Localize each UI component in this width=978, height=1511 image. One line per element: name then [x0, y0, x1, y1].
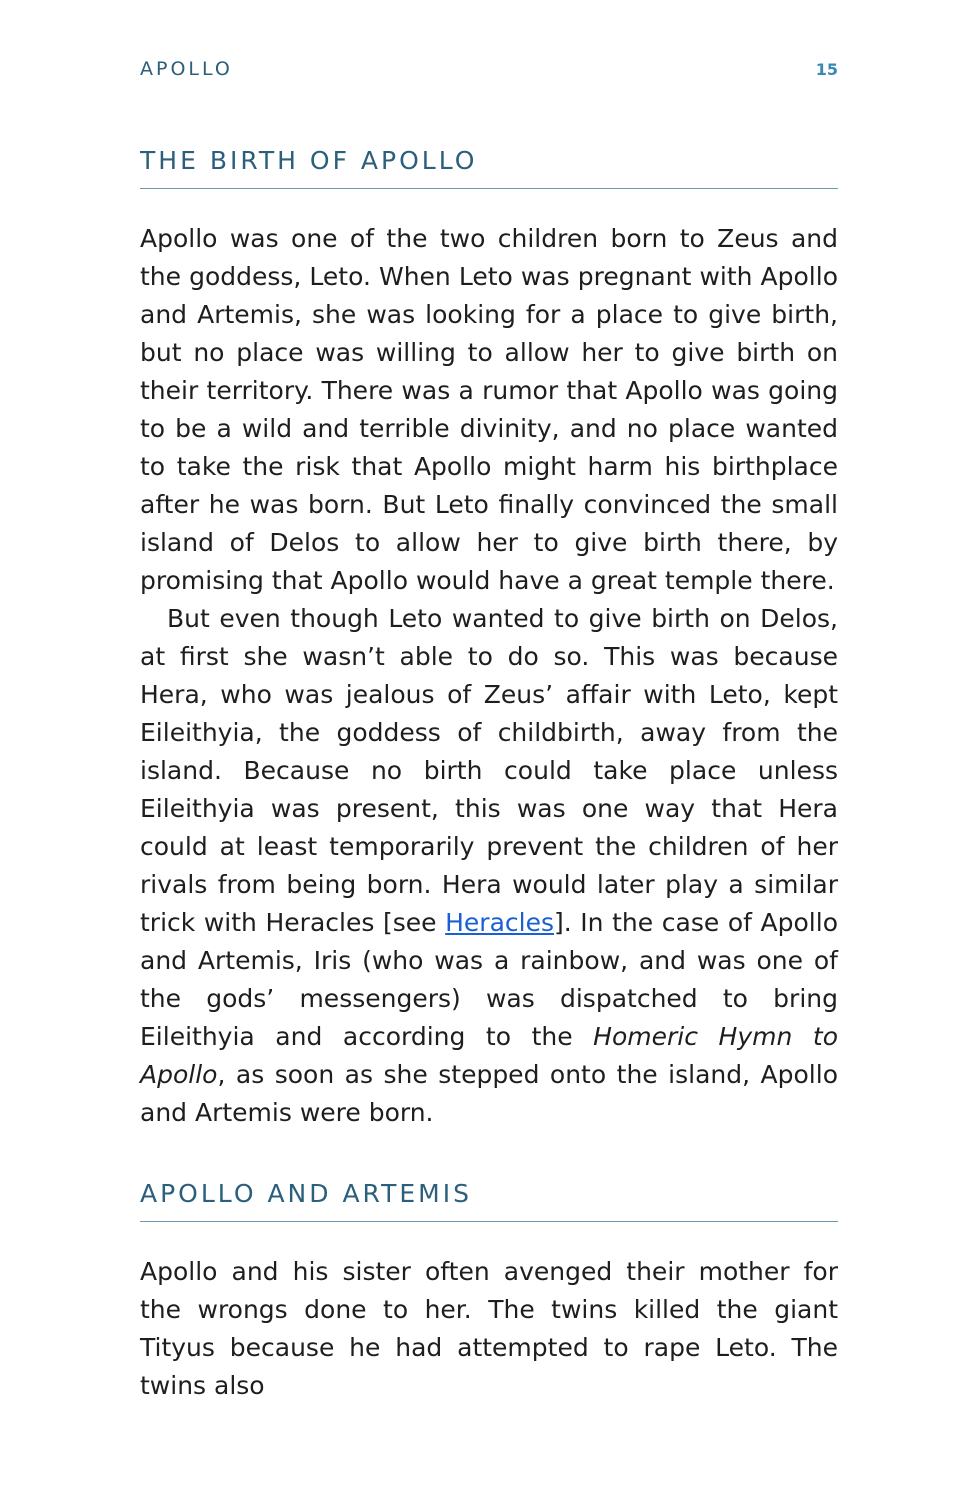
section-body-birth-of-apollo [140, 220, 838, 1132]
paragraph-text: But even though Leto wanted to give birth on Delos, at first she wasn’t able to do so. This was because Hera, who was jealous of Zeus’ affair with Leto, kept Eileithyia, the goddess of childbirth, away from the island. Because no birth could take place unless Eileithyia was present, this was one way that Hera could at least temporarily prevent the children of her rivals from being born. Hera would later play a similar trick with Heracles [see [140, 604, 838, 937]
work-title: Homeric Hymn to Apollo [140, 1022, 838, 1089]
section-heading-apollo-and-artemis: APOLLO AND ARTEMIS [140, 1179, 838, 1222]
section-body-apollo-and-artemis [140, 1253, 838, 1405]
paragraph-text: , as soon as she stepped onto the island, Apollo and Artemis were born. [140, 1060, 838, 1127]
page-number: 15 [815, 60, 838, 79]
running-head: APOLLO [140, 58, 233, 80]
page-header [140, 58, 838, 84]
paragraph: Apollo was one of the two children born to Zeus and the goddess, Leto. When Leto was pregnant with Apollo and Artemis, she was looking for a place to give birth, but no place was willing to allow her to give birth on their territory. There was a rumor that Apollo was going to be a wild and terrible divinity, and no place wanted to take the risk that Apollo might harm his birthplace after he was born. But Leto finally convinced the small island of Delos to allow her to give birth there, by promising that Apollo would have a great temple there. [140, 224, 838, 595]
heracles-link[interactable]: Heracles [445, 908, 554, 937]
paragraph: Apollo and his sister often avenged their mother for the wrongs done to her. The twins killed the giant Tityus because he had attempted to rape Leto. The twins also [140, 1257, 838, 1400]
section-heading-birth-of-apollo: THE BIRTH OF APOLLO [140, 146, 838, 189]
paragraph-text: ]. In the case of Apollo and Artemis, Iris (who was a rainbow, and was one of the gods’ messengers) was dispatched to bring Eileithyia and according to the [140, 908, 838, 1051]
paragraph [140, 600, 838, 1132]
